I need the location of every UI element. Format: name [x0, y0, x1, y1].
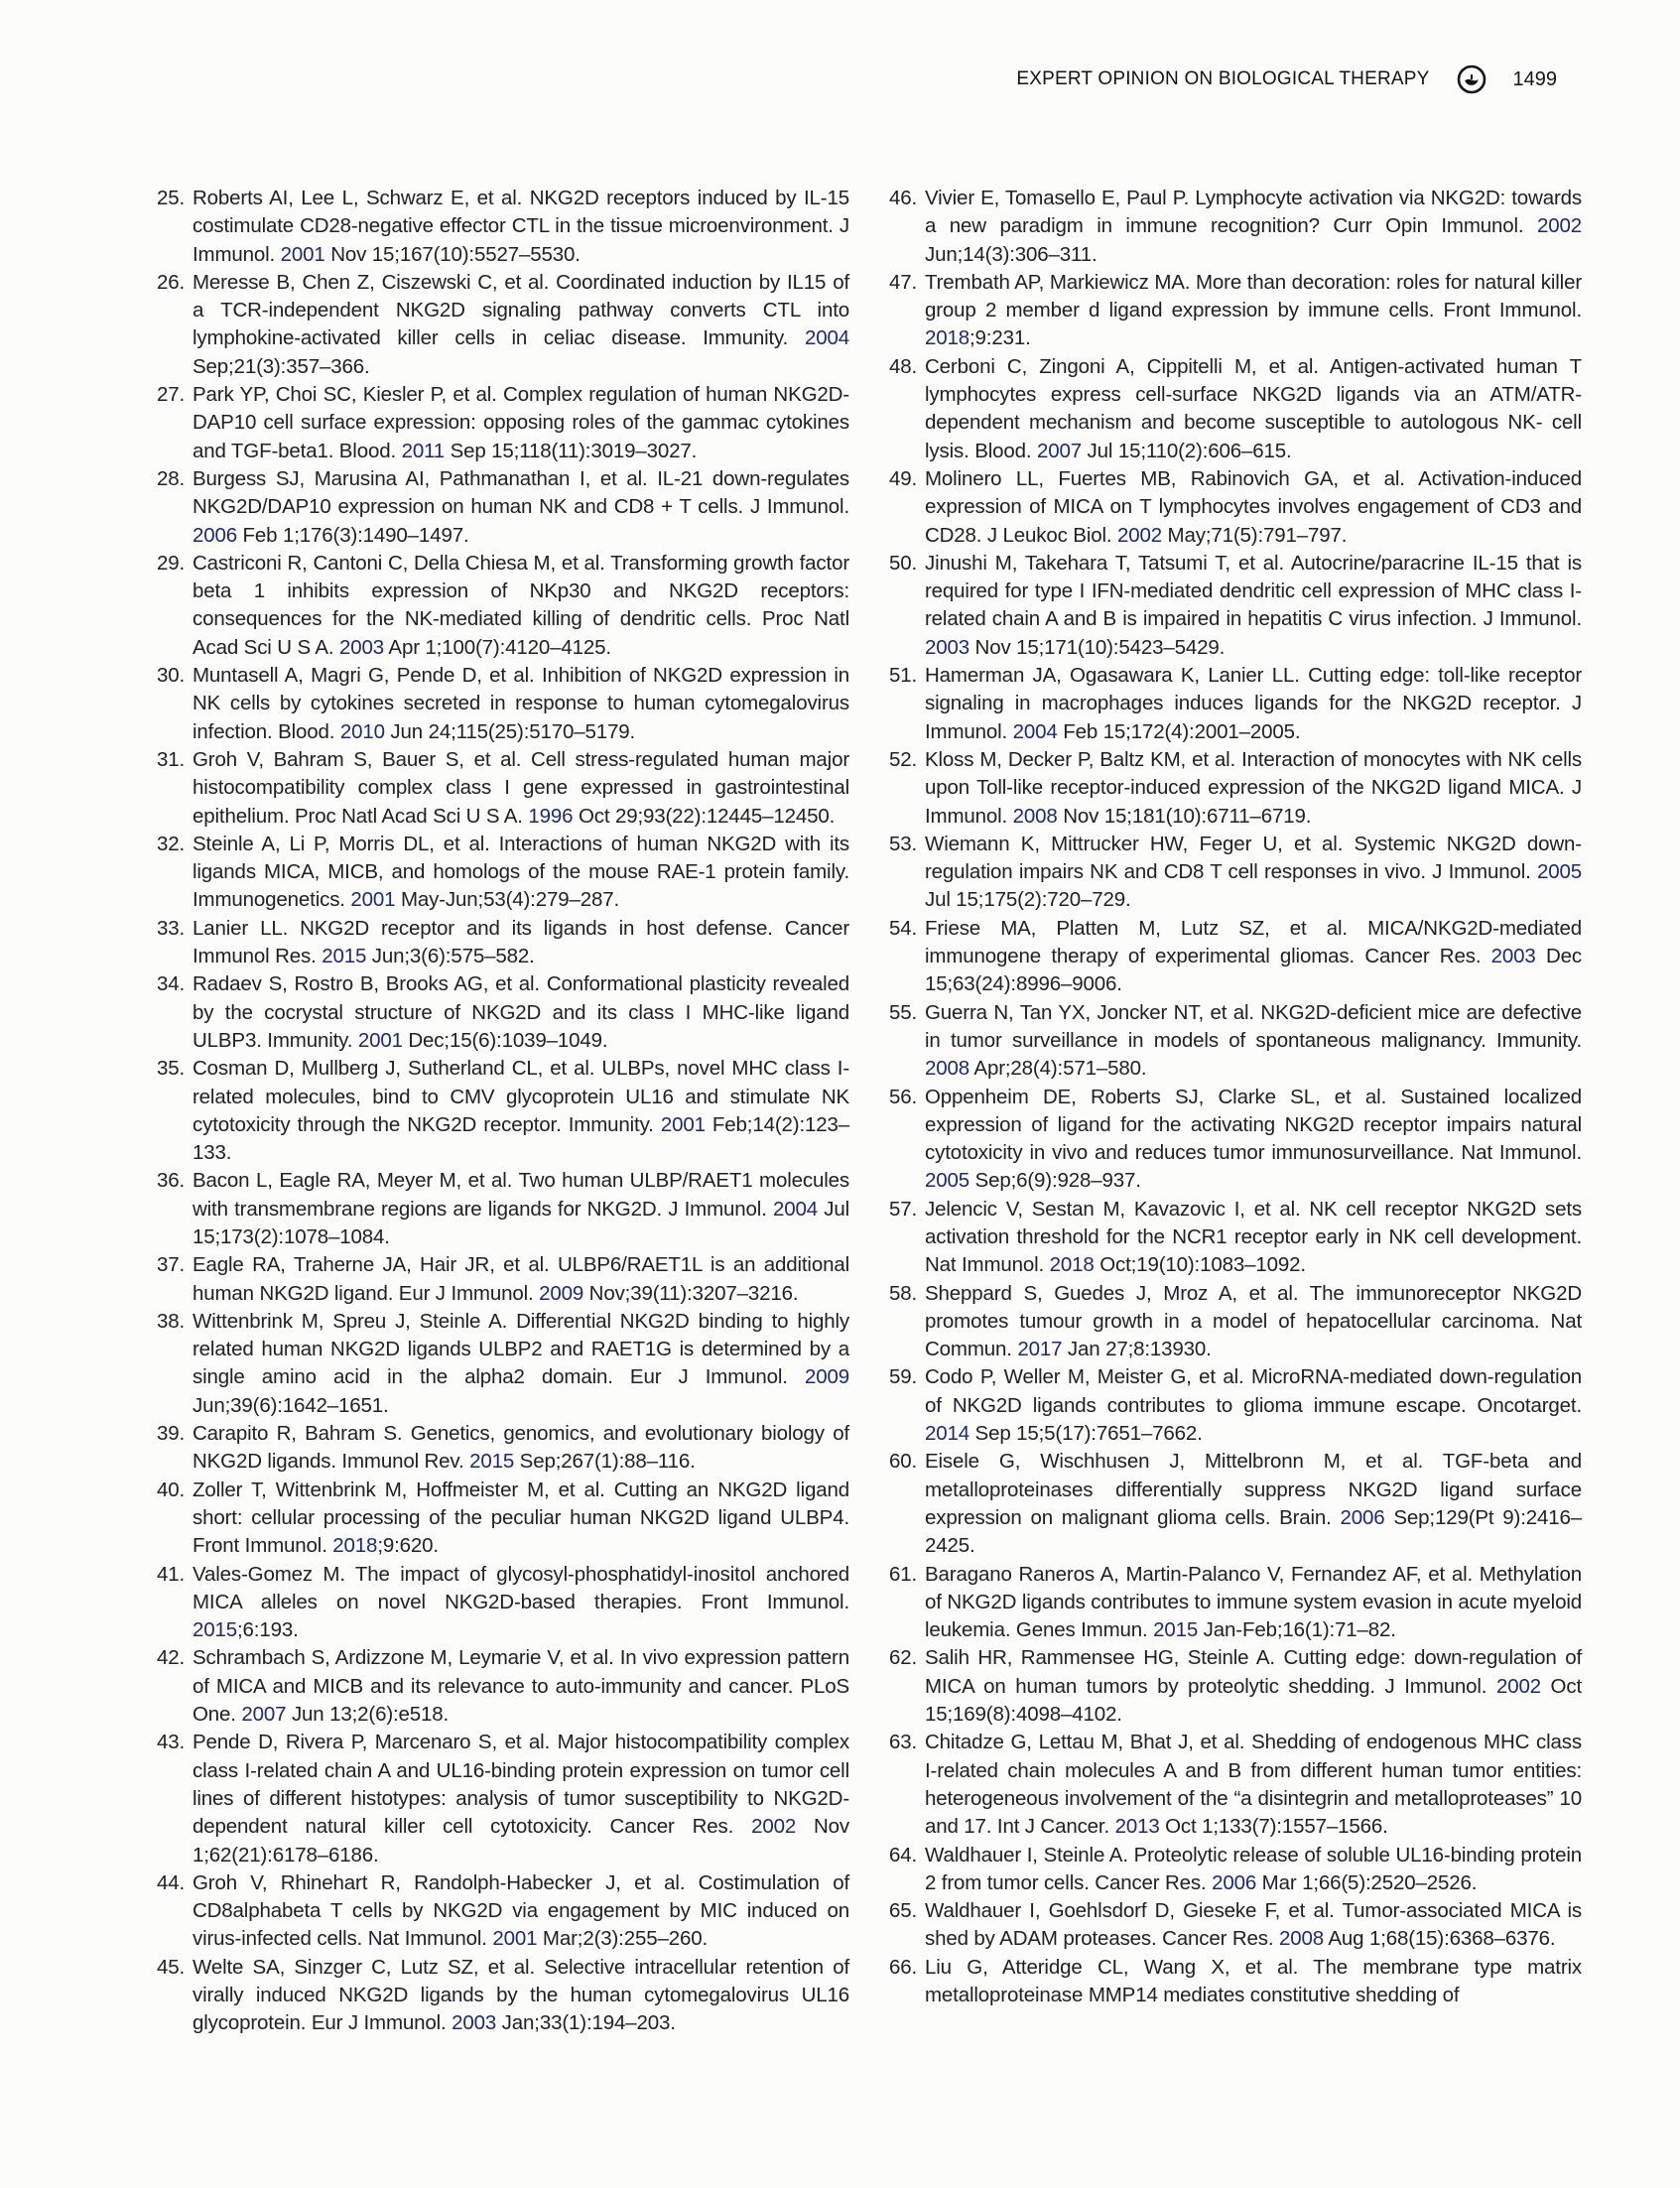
reference-year-link[interactable]: 2009	[539, 1281, 584, 1305]
reference-number: 37.	[157, 1253, 186, 1277]
reference-year-link[interactable]: 2013	[1114, 1815, 1160, 1839]
reference-text: Kloss M, Decker P, Baltz KM, et al. Interaction of monocytes with NK cells upon Toll-like receptor-induced expression of the NKG2D ligand MICA. J Immunol.	[925, 747, 1582, 828]
reference-text: Molinero LL, Fuertes MB, Rabinovich GA, et al. Activation-induced expression of MICA on T lymphocytes involves engagement of CD3 and CD28. J Leukoc Biol.	[925, 466, 1582, 547]
reference-citation-detail: Feb 15;172(4):2001–2005.	[1057, 719, 1301, 743]
reference-year-link[interactable]: 2018	[925, 326, 970, 350]
reference-number: 57.	[889, 1197, 918, 1221]
reference-text: Trembath AP, Markiewicz MA. More than decoration: roles for natural killer group 2 member d ligand expression by immune cells. Front Immunol.	[925, 270, 1582, 322]
page-number: 1499	[1512, 67, 1557, 90]
reference-citation-detail: Oct 15;169(8):4098–4102.	[925, 1674, 1582, 1727]
reference-body	[925, 1563, 1582, 1642]
reference-text: Waldhauer I, Goehlsdorf D, Gieseke F, et al. Tumor-associated MICA is shed by ADAM proteases. Cancer Res.	[925, 1899, 1582, 1951]
reference-body	[925, 664, 1582, 743]
reference-text: Baragano Raneros A, Martin-Palanco V, Fernandez AF, et al. Methylation of NKG2D ligands contributes to immune system evasion in acute myeloid leukemia. Genes Immun.	[925, 1562, 1582, 1642]
page-header	[1016, 64, 1557, 95]
reference-year-link[interactable]: 2006	[1340, 1505, 1385, 1529]
reference-year-link[interactable]: 2008	[1278, 1927, 1324, 1951]
reference-body	[925, 748, 1582, 828]
reference-citation-detail: Sep;6(9):928–937.	[969, 1169, 1141, 1193]
reference-body	[193, 917, 849, 967]
reference-item	[889, 999, 1582, 1084]
reference-body	[925, 833, 1582, 912]
references-list	[157, 185, 1582, 2038]
reference-citation-detail: Sep;267(1):88–116.	[514, 1450, 696, 1474]
reference-citation-detail: Nov 15;167(10):5527–5530.	[324, 242, 581, 266]
reference-year-link[interactable]: 2015	[193, 1618, 238, 1642]
reference-citation-detail: Sep 15;118(11):3019–3027.	[445, 439, 698, 462]
reference-number: 53.	[889, 832, 918, 855]
reference-year-link[interactable]: 2002	[1495, 1674, 1541, 1698]
reference-body	[925, 552, 1582, 659]
reference-year-link[interactable]: 2009	[804, 1365, 849, 1389]
reference-number: 64.	[889, 1843, 918, 1866]
reference-text: Zoller T, Wittenbrink M, Hoffmeister M, et al. Cutting an NKG2D ligand short: cellular processing of the peculiar human NKG2D ligand ULBP4. Front Immunol.	[193, 1478, 849, 1558]
reference-body	[193, 833, 849, 912]
reference-citation-detail: Jul 15;173(2):1078–1084.	[193, 1197, 849, 1248]
reference-year-link[interactable]: 2008	[1012, 804, 1058, 828]
reference-number: 49.	[889, 466, 918, 490]
reference-text: Salih HR, Rammensee HG, Steinle A. Cutting edge: down-regulation of MICA on human tumors by proteolytic shedding. J Immunol.	[925, 1646, 1582, 1698]
reference-citation-detail: Dec;15(6):1039–1049.	[402, 1028, 608, 1052]
reference-year-link[interactable]: 2001	[492, 1927, 538, 1951]
reference-number: 62.	[889, 1646, 918, 1670]
reference-year-link[interactable]: 2014	[925, 1422, 970, 1446]
reference-item	[157, 970, 849, 1055]
reference-year-link[interactable]: 2002	[751, 1815, 797, 1839]
reference-item	[889, 185, 1582, 269]
reference-item	[157, 662, 849, 746]
reference-citation-detail: Jun;14(3):306–311.	[925, 242, 1098, 266]
reference-year-link[interactable]: 2008	[925, 1057, 970, 1081]
reference-text: Vivier E, Tomasello E, Paul P. Lymphocyte activation via NKG2D: towards a new paradigm in immune recognition? Curr Opin Immunol.	[925, 187, 1582, 238]
reference-item	[157, 185, 849, 269]
reference-body	[925, 271, 1582, 350]
reference-citation-detail: Apr;28(4):571–580.	[969, 1057, 1147, 1081]
reference-body	[193, 383, 849, 462]
reference-text: Park YP, Choi SC, Kiesler P, et al. Complex regulation of human NKG2D-DAP10 cell surface expression: opposing roles of the gammac cytokines and TGF-beta1. Blood.	[193, 383, 849, 462]
reference-year-link[interactable]: 2007	[241, 1703, 287, 1727]
reference-number: 58.	[889, 1281, 918, 1305]
reference-body	[193, 1310, 849, 1417]
reference-body	[925, 1450, 1582, 1557]
reference-body	[193, 1169, 849, 1248]
reference-item	[889, 662, 1582, 746]
reference-item	[889, 465, 1582, 550]
reference-citation-detail: Apr 1;100(7):4120–4125.	[384, 635, 611, 659]
reference-citation-detail: Nov 1;62(21):6178–6186.	[193, 1815, 849, 1866]
reference-item	[889, 1084, 1582, 1196]
reference-citation-detail: Jul 15;110(2):606–615.	[1082, 439, 1292, 462]
reference-number: 47.	[889, 270, 918, 294]
reference-number: 44.	[157, 1870, 186, 1894]
reference-citation-detail: Dec 15;63(24):8996–9006.	[925, 945, 1582, 996]
reference-number: 34.	[157, 972, 186, 996]
reference-year-link[interactable]: 2006	[193, 523, 238, 547]
reference-number: 43.	[157, 1731, 186, 1754]
reference-year-link[interactable]: 2003	[1490, 945, 1536, 968]
reference-year-link[interactable]: 2010	[339, 719, 385, 743]
reference-citation-detail: Oct;19(10):1083–1092.	[1094, 1253, 1306, 1277]
reference-body	[193, 1057, 849, 1164]
reference-number: 31.	[157, 747, 186, 771]
reference-text: Jinushi M, Takehara T, Tatsumi T, et al. Autocrine/paracrine IL-15 that is required for type I IFN-mediated dendritic cell expression of MHC class I-related chain A and B is impaired in hepatitis C virus infection. J Immunol.	[925, 551, 1582, 631]
reference-number: 26.	[157, 270, 186, 294]
reference-text: Schrambach S, Ardizzone M, Leymarie V, et al. In vivo expression pattern of MICA and MICB and its relevance to auto-immunity and cancer. PLoS One.	[193, 1646, 849, 1727]
reference-citation-detail: Jun 13;2(6):e518.	[286, 1703, 450, 1727]
reference-text: Sheppard S, Guedes J, Mroz A, et al. The immunoreceptor NKG2D promotes tumour growth in a model of hepatocellular carcinoma. Nat Commun.	[925, 1281, 1582, 1361]
reference-number: 25.	[157, 187, 186, 209]
reference-citation-detail: Oct 29;93(22):12445–12450.	[573, 804, 836, 828]
reference-item	[889, 1897, 1582, 1954]
reference-item	[889, 1729, 1582, 1841]
reference-item	[889, 1448, 1582, 1560]
reference-item	[157, 915, 849, 971]
reference-citation-detail: Jan-Feb;16(1):71–82.	[1198, 1618, 1396, 1642]
reference-body	[925, 187, 1582, 266]
reference-item	[889, 1644, 1582, 1729]
reference-body	[925, 1731, 1582, 1838]
reference-item	[157, 1055, 849, 1167]
reference-text: Codo P, Weller M, Meister G, et al. MicroRNA-mediated down-regulation of NKG2D ligands contributes to glioma immune escape. Oncotarget.	[925, 1365, 1582, 1417]
reference-year-link[interactable]: 2003	[452, 2011, 497, 2035]
reference-item	[157, 831, 849, 915]
reference-item	[157, 1251, 849, 1308]
reference-number: 41.	[157, 1562, 186, 1586]
reference-number: 66.	[889, 1955, 918, 1979]
reference-text: Wittenbrink M, Spreu J, Steinle A. Differential NKG2D binding to highly related human NKG2D ligands ULBP2 and RAET1G is determined by a single amino acid in the alpha2 domain. Eur J Immunol.	[193, 1309, 849, 1389]
reference-item	[889, 831, 1582, 915]
reference-text: Eagle RA, Traherne JA, Hair JR, et al. ULBP6/RAET1L is an additional human NKG2D ligand. Eur J Immunol.	[193, 1253, 849, 1305]
reference-text: Welte SA, Sinzger C, Lutz SZ, et al. Selective intracellular retention of virally induced NKG2D ligands by the human cytomegalovirus UL16 glycoprotein. Eur J Immunol.	[193, 1955, 849, 2035]
reference-text: Liu G, Atteridge CL, Wang X, et al. The membrane type matrix metalloproteinase MMP14 mediates constitutive shedding of	[925, 1955, 1582, 2006]
reference-citation-detail: Nov;39(11):3207–3216.	[583, 1281, 799, 1305]
reference-year-link[interactable]: 2003	[925, 635, 970, 659]
reference-item	[889, 269, 1582, 353]
reference-year-link[interactable]: 2005	[1536, 860, 1582, 884]
reference-citation-detail: Mar 1;66(5):2520–2526.	[1256, 1870, 1478, 1894]
taylor-francis-logo-icon	[1456, 64, 1487, 95]
reference-item	[889, 1561, 1582, 1645]
reference-year-link[interactable]: 2001	[357, 1028, 403, 1052]
reference-citation-detail: Mar;2(3):255–260.	[537, 1927, 709, 1951]
reference-text: Oppenheim DE, Roberts SJ, Clarke SL, et al. Sustained localized expression of ligand for the activating NKG2D receptor impairs natural cytotoxicity in vivo and reduces tumor immunosurveillance. Nat Immunol.	[925, 1085, 1582, 1165]
reference-text: Vales-Gomez M. The impact of glycosyl-phosphatidyl-inositol anchored MICA alleles on novel NKG2D-based therapies. Front Immunol.	[193, 1562, 849, 1613]
reference-citation-detail: ;9:231.	[969, 326, 1031, 350]
reference-item	[889, 1363, 1582, 1448]
reference-number: 59.	[889, 1365, 918, 1389]
reference-text: Burgess SJ, Marusina AI, Pathmanathan I, et al. IL-21 down-regulates NKG2D/DAP10 expression on human NK and CD8 + T cells. J Immunol.	[193, 466, 849, 519]
reference-text: Meresse B, Chen Z, Ciszewski C, et al. Coordinated induction by IL15 of a TCR-independent NKG2D signaling pathway converts CTL into lymphokine-activated killer cells in celiac disease. Immunity.	[193, 270, 849, 350]
reference-citation-detail: Sep;129(Pt 9):2416–2425.	[925, 1505, 1582, 1558]
reference-number: 40.	[157, 1478, 186, 1501]
reference-text: Radaev S, Rostro B, Brooks AG, et al. Conformational plasticity revealed by the cocrystal structure of NKG2D and its class I MHC-like ligand ULBP3. Immunity.	[193, 972, 849, 1052]
reference-item	[889, 746, 1582, 831]
reference-body	[193, 271, 849, 378]
reference-number: 63.	[889, 1731, 918, 1754]
reference-number: 30.	[157, 664, 186, 688]
reference-citation-detail: Sep 15;5(17):7651–7662.	[969, 1422, 1203, 1446]
reference-body	[193, 664, 849, 743]
reference-item	[889, 353, 1582, 465]
reference-item	[157, 1561, 849, 1645]
reference-citation-detail: Nov 15;171(10):5423–5429.	[969, 635, 1226, 659]
reference-year-link[interactable]: 2003	[339, 635, 385, 659]
reference-citation-detail: Feb;14(2):123–133.	[193, 1112, 849, 1165]
reference-body	[925, 467, 1582, 547]
reference-text: Lanier LL. NKG2D receptor and its ligands in host defense. Cancer Immunol Res.	[193, 916, 849, 968]
reference-number: 35.	[157, 1057, 186, 1081]
reference-number: 39.	[157, 1422, 186, 1446]
reference-body	[193, 1422, 849, 1473]
reference-item	[157, 465, 849, 550]
reference-citation-detail: Jan;33(1):194–203.	[496, 2011, 676, 2035]
reference-body	[193, 972, 849, 1052]
reference-number: 51.	[889, 664, 918, 688]
reference-text: Guerra N, Tan YX, Joncker NT, et al. NKG2D-deficient mice are defective in tumor surveillance in models of spontaneous malignancy. Immunity.	[925, 1000, 1582, 1052]
reference-year-link[interactable]: 2011	[401, 439, 446, 462]
reference-number: 60.	[889, 1450, 918, 1474]
reference-text: Roberts AI, Lee L, Schwarz E, et al. NKG2D receptors induced by IL-15 costimulate CD28-negative effector CTL in the tissue microenvironment. J Immunol.	[193, 187, 849, 266]
reference-number: 33.	[157, 916, 186, 940]
reference-text: Pende D, Rivera P, Marcenaro S, et al. Major histocompatibility complex class I-related chain A and UL16-binding protein expression on tumor cell lines of different histotypes: analysis of tumor susceptibility to NKG2D-dependent natural killer cell cytotoxicity. Cancer Res.	[193, 1731, 849, 1839]
reference-text: Cosman D, Mullberg J, Sutherland CL, et al. ULBPs, novel MHC class I-related molecules, bind to CMV glycoprotein UL16 and stimulate NK cytotoxicity through the NKG2D receptor. Immunity.	[193, 1057, 849, 1136]
reference-text: Carapito R, Bahram S. Genetics, genomics, and evolutionary biology of NKG2D ligands. Immunol Rev.	[193, 1422, 849, 1474]
reference-citation-detail: Jun;3(6):575–582.	[366, 945, 535, 968]
reference-item	[157, 1644, 849, 1729]
reference-text: Jelencic V, Sestan M, Kavazovic I, et al. NK cell receptor NKG2D sets activation threshold for the NCR1 receptor early in NK cell development. Nat Immunol.	[925, 1197, 1582, 1277]
reference-item	[157, 746, 849, 831]
reference-text: Cerboni C, Zingoni A, Cippitelli M, et al. Antigen-activated human T lymphocytes express cell-surface NKG2D ligands via an ATM/ATR-dependent mechanism and become susceptible to autologous NK- cell lysis. Blood.	[925, 354, 1582, 462]
reference-number: 52.	[889, 747, 918, 771]
reference-year-link[interactable]: 2004	[1012, 719, 1058, 743]
reference-text: Wiemann K, Mittrucker HW, Feger U, et al. Systemic NKG2D down-regulation impairs NK and CD8 T cell responses in vivo. J Immunol.	[925, 832, 1582, 884]
reference-text: Bacon L, Eagle RA, Meyer M, et al. Two human ULBP/RAET1 molecules with transmembrane regions are ligands for NKG2D. J Immunol.	[193, 1169, 849, 1221]
reference-body	[925, 1646, 1582, 1726]
reference-item	[157, 1869, 849, 1954]
reference-citation-detail: Aug 1;68(15):6368–6376.	[1323, 1927, 1556, 1951]
reference-body	[193, 1253, 849, 1304]
reference-citation-detail: ;6:193.	[237, 1618, 299, 1642]
reference-year-link[interactable]: 2004	[804, 326, 849, 350]
reference-text: Hamerman JA, Ogasawara K, Lanier LL. Cutting edge: toll-like receptor signaling in macrophages induces ligands for the NKG2D receptor. J Immunol.	[925, 664, 1582, 743]
reference-item	[157, 1167, 849, 1251]
reference-body	[193, 552, 849, 659]
reference-year-link[interactable]: 2015	[1153, 1618, 1199, 1642]
reference-year-link[interactable]: 2001	[280, 242, 325, 266]
reference-text: Groh V, Rhinehart R, Randolph-Habecker J, et al. Costimulation of CD8alphabeta T cells by NKG2D via engagement by MIC induced on virus-infected cells. Nat Immunol.	[193, 1870, 849, 1951]
reference-body	[925, 1282, 1582, 1361]
reference-text: Eisele G, Wischhusen J, Mittelbronn M, et al. TGF-beta and metalloproteinases differentially suppress NKG2D ligand surface expression on malignant glioma cells. Brain.	[925, 1450, 1582, 1529]
reference-year-link[interactable]: 2006	[1212, 1870, 1257, 1894]
reference-body	[925, 1899, 1582, 1950]
reference-number: 29.	[157, 551, 186, 575]
reference-item	[157, 1477, 849, 1561]
reference-body	[925, 1001, 1582, 1081]
reference-number: 55.	[889, 1000, 918, 1024]
reference-number: 65.	[889, 1899, 918, 1923]
reference-item	[889, 915, 1582, 999]
reference-body	[925, 1844, 1582, 1894]
reference-year-link[interactable]: 2018	[1049, 1253, 1095, 1277]
reference-text: Chitadze G, Lettau M, Bhat J, et al. Shedding of endogenous MHC class I-related chain molecules A and B from different human tumor entities: heterogeneous involvement of the “a disintegrin and metalloproteases” 10 and 17. Int J Cancer.	[925, 1731, 1582, 1839]
reference-citation-detail: Sep;21(3):357–366.	[193, 354, 370, 378]
reference-body	[193, 1956, 849, 2035]
reference-body	[925, 1086, 1582, 1193]
reference-number: 48.	[889, 354, 918, 378]
reference-citation-detail: Jul 15;175(2):720–729.	[925, 888, 1131, 912]
reference-number: 61.	[889, 1562, 918, 1586]
reference-number: 42.	[157, 1646, 186, 1670]
reference-year-link[interactable]: 2018	[332, 1534, 378, 1558]
reference-body	[925, 1198, 1582, 1277]
reference-body	[925, 355, 1582, 462]
journal-title: EXPERT OPINION ON BIOLOGICAL THERAPY	[1016, 68, 1430, 89]
reference-item	[157, 381, 849, 465]
reference-body	[193, 1563, 849, 1642]
reference-year-link[interactable]: 1996	[528, 804, 574, 828]
reference-body	[193, 748, 849, 828]
reference-item	[157, 1420, 849, 1477]
reference-citation-detail: Jun 24;115(25):5170–5179.	[384, 719, 636, 743]
reference-item	[157, 1308, 849, 1420]
reference-number: 45.	[157, 1955, 186, 1979]
reference-text: Steinle A, Li P, Morris DL, et al. Interactions of human NKG2D with its ligands MICA, MICB, and homologs of the mouse RAE-1 protein family. Immunogenetics.	[193, 832, 849, 912]
reference-item	[157, 269, 849, 381]
reference-item	[889, 1196, 1582, 1280]
reference-year-link[interactable]: 2002	[1536, 214, 1582, 238]
reference-number: 54.	[889, 916, 918, 940]
reference-item	[889, 1842, 1582, 1898]
reference-number: 50.	[889, 551, 918, 575]
reference-year-link[interactable]: 2007	[1036, 439, 1082, 462]
reference-number: 46.	[889, 187, 918, 209]
reference-body	[193, 187, 849, 266]
reference-number: 27.	[157, 383, 186, 407]
reference-citation-detail: Nov 15;181(10):6711–6719.	[1057, 804, 1312, 828]
reference-item	[157, 550, 849, 662]
reference-body	[925, 1365, 1582, 1445]
reference-text: Friese MA, Platten M, Lutz SZ, et al. MICA/NKG2D-mediated immunogene therapy of experimental gliomas. Cancer Res.	[925, 916, 1582, 968]
reference-body	[193, 1871, 849, 1951]
reference-citation-detail: May-Jun;53(4):279–287.	[395, 888, 620, 912]
reference-citation-detail: Oct 1;133(7):1557–1566.	[1159, 1815, 1388, 1839]
reference-citation-detail: ;9:620.	[377, 1534, 439, 1558]
reference-item	[157, 1954, 849, 2038]
reference-year-link[interactable]: 2017	[1017, 1338, 1063, 1361]
reference-number: 36.	[157, 1169, 186, 1193]
reference-year-link[interactable]: 2004	[772, 1197, 818, 1221]
reference-item	[157, 1729, 849, 1868]
reference-citation-detail: Feb 1;176(3):1490–1497.	[237, 523, 469, 547]
reference-year-link[interactable]: 2001	[660, 1112, 706, 1136]
reference-citation-detail: May;71(5):791–797.	[1162, 523, 1348, 547]
reference-year-link[interactable]: 2005	[925, 1169, 970, 1193]
reference-body	[193, 1731, 849, 1866]
reference-item	[889, 1954, 1582, 2010]
reference-body	[193, 1479, 849, 1558]
reference-year-link[interactable]: 2015	[322, 945, 367, 968]
reference-body	[193, 467, 849, 547]
reference-year-link[interactable]: 2002	[1116, 523, 1162, 547]
reference-text: Groh V, Bahram S, Bauer S, et al. Cell stress-regulated human major histocompatibility complex class I gene expressed in gastrointestinal epithelium. Proc Natl Acad Sci U S A.	[193, 747, 849, 828]
reference-item	[889, 550, 1582, 662]
reference-text: Waldhauer I, Steinle A. Proteolytic release of soluble UL16-binding protein 2 from tumor cells. Cancer Res.	[925, 1843, 1582, 1894]
reference-text: Muntasell A, Magri G, Pende D, et al. Inhibition of NKG2D expression in NK cells by cytokines secreted in response to human cytomegalovirus infection. Blood.	[193, 664, 849, 743]
reference-text: Castriconi R, Cantoni C, Della Chiesa M, et al. Transforming growth factor beta 1 inhibits expression of NKp30 and NKG2D receptors: consequences for the NK-mediated killing of dendritic cells. Proc Natl Acad Sci U S A.	[193, 551, 849, 659]
reference-citation-detail: Jun;39(6):1642–1651.	[193, 1393, 389, 1417]
references-column-right	[889, 185, 1582, 2038]
reference-citation-detail: Jan 27;8:13930.	[1062, 1338, 1212, 1361]
reference-year-link[interactable]: 2001	[350, 888, 396, 912]
reference-item	[889, 1280, 1582, 1364]
references-column-left	[157, 185, 849, 2038]
reference-year-link[interactable]: 2015	[469, 1450, 515, 1474]
reference-number: 28.	[157, 466, 186, 490]
reference-body	[925, 917, 1582, 996]
reference-number: 38.	[157, 1309, 186, 1333]
reference-number: 56.	[889, 1085, 918, 1108]
reference-number: 32.	[157, 832, 186, 855]
reference-body	[925, 1956, 1582, 2006]
reference-body	[193, 1646, 849, 1726]
